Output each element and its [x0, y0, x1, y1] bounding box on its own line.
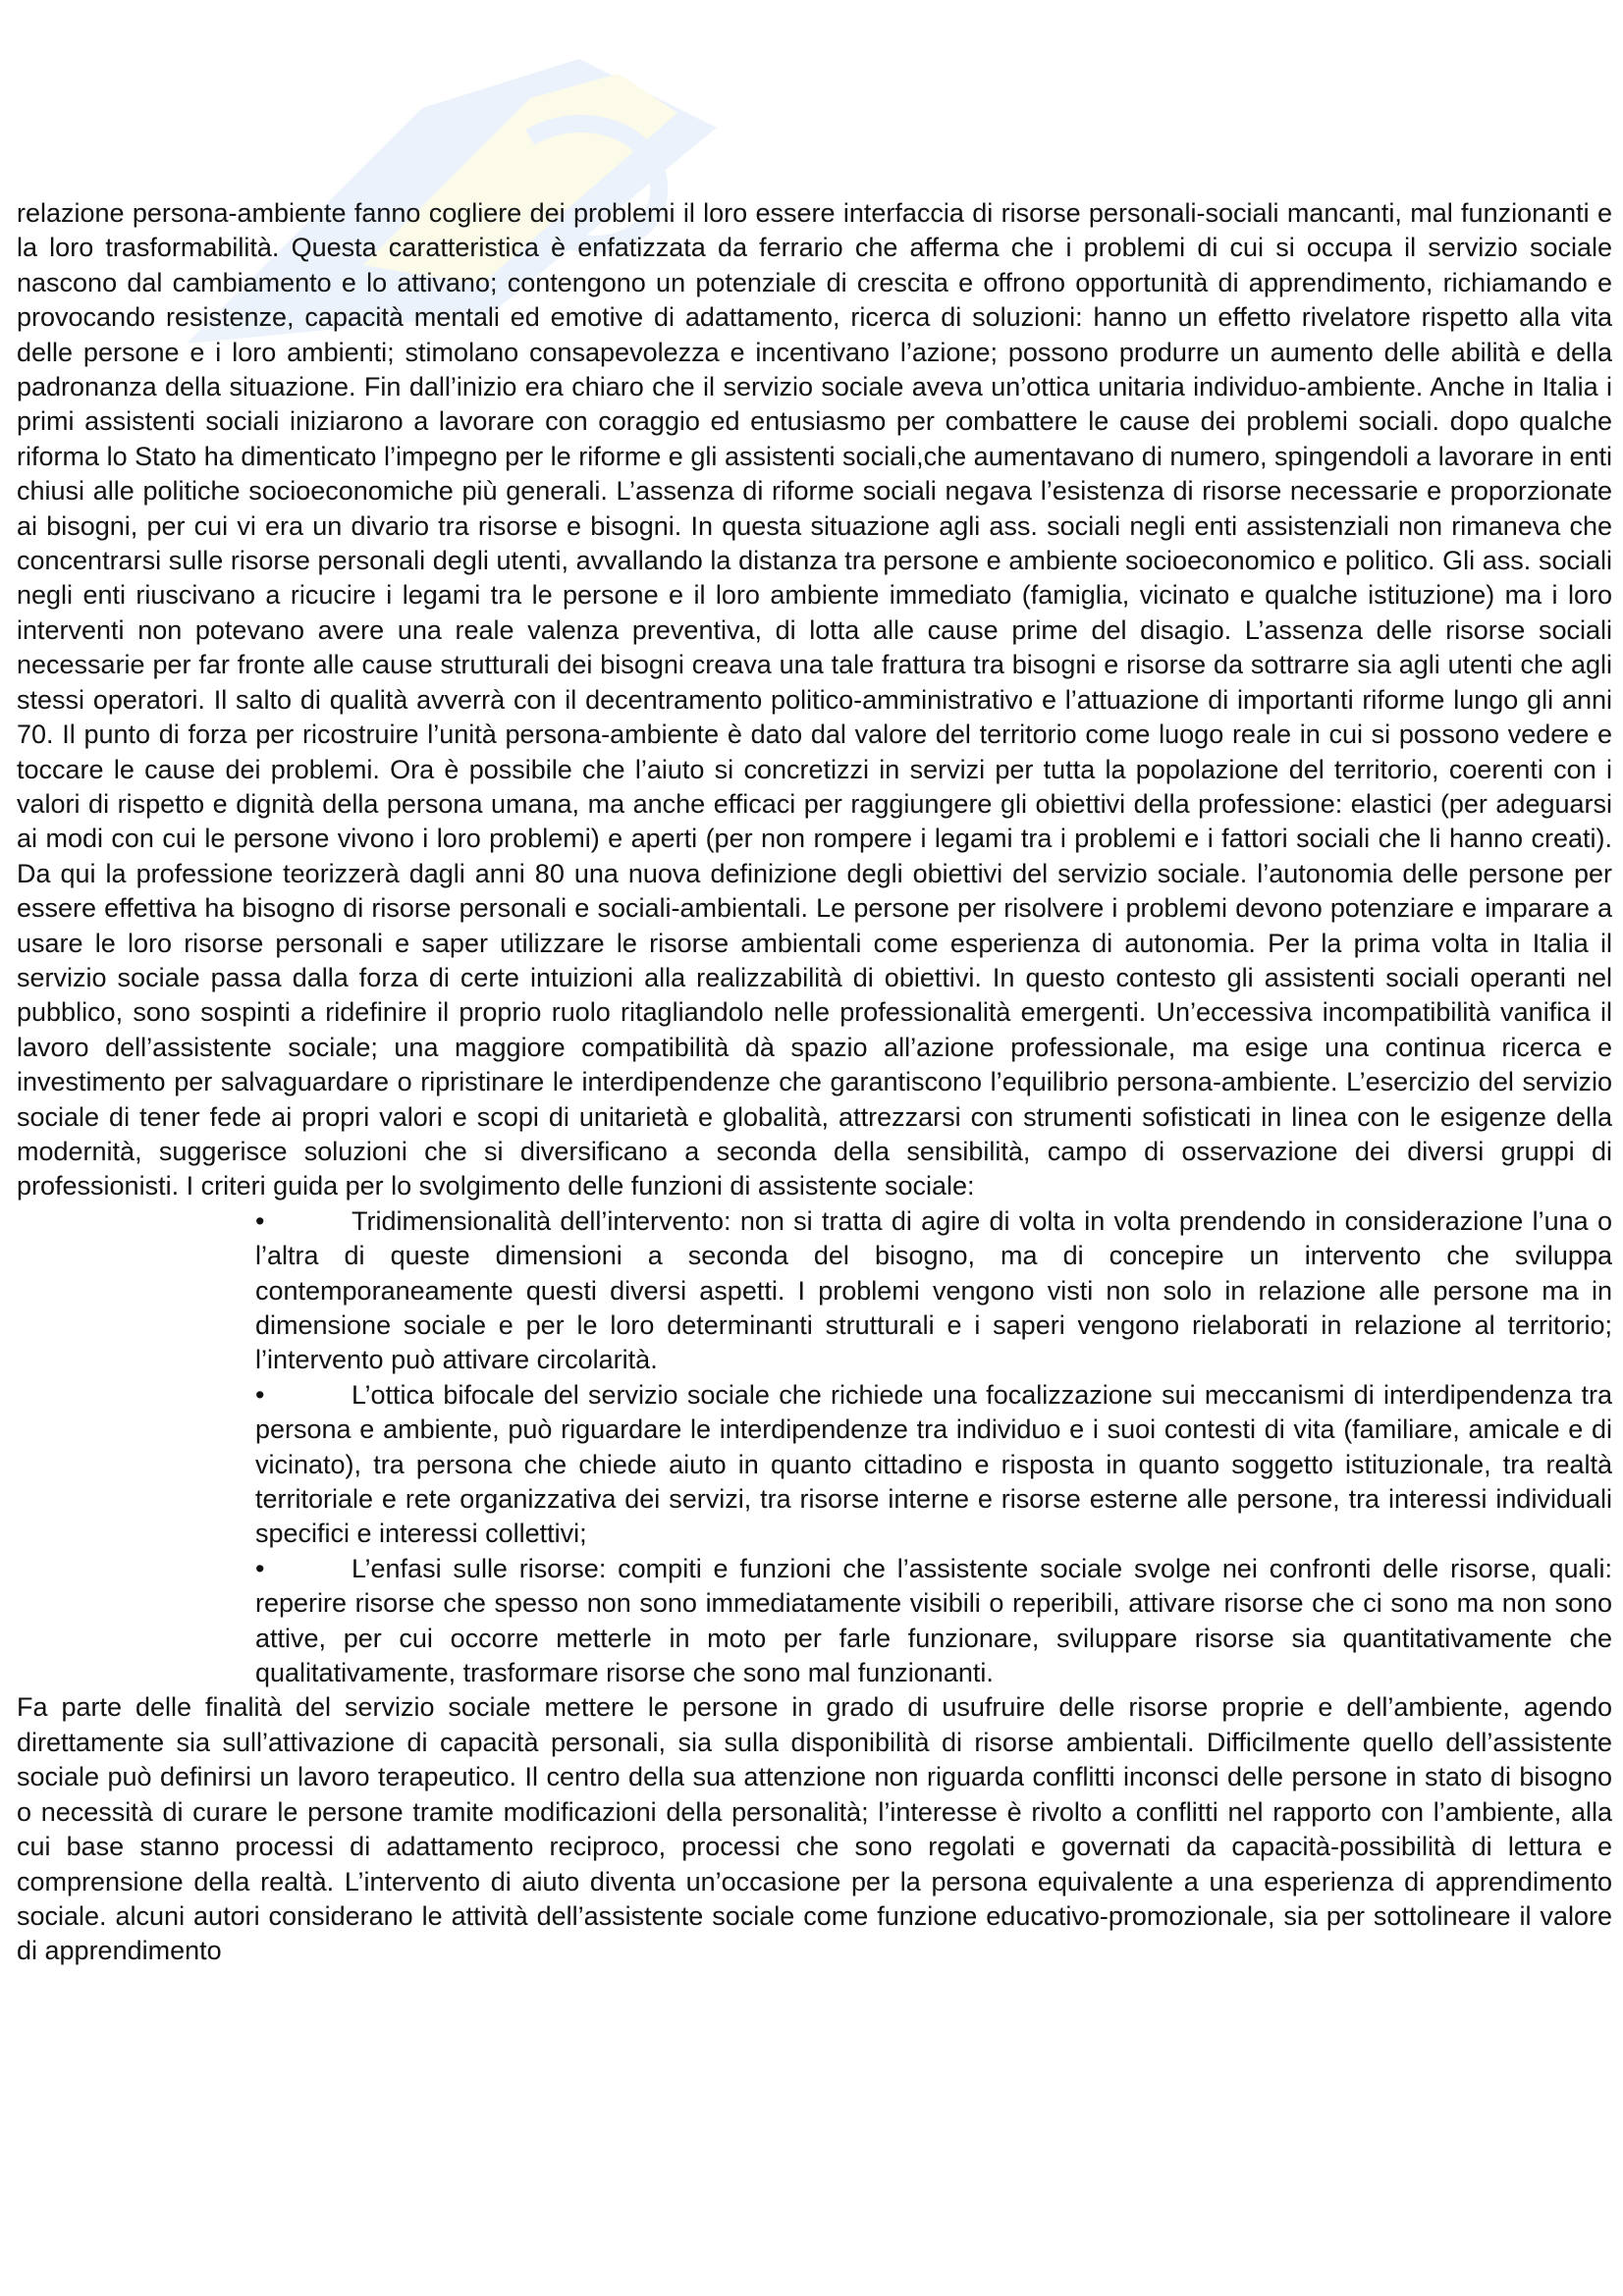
list-item — [255, 1204, 1612, 1378]
document-body — [17, 196, 1612, 1969]
bullet-icon: • — [255, 1379, 265, 1410]
paragraph-2: Fa parte delle finalità del servizio sociale mettere le persone in grado di usufruire delle risorse proprie e dell’ambiente, agendo direttamente sia sull’attivazione di capacità personali, sia sulla disponibilità di risorse ambientali. Difficilmente quello dell’assistente sociale può definirsi un lavoro terapeutico. Il centro della sua attenzione non riguarda conflitti inconsci delle persone in stato di bisogno o necessità di curare le persone tramite modificazioni della personalità; l’interesse è rivolto a conflitti nel rapporto con l’ambiente, alla cui base stanno processi di adattamento reciproco, processi che sono regolati e governati da capacità-possibilità di lettura e comprensione della realtà. L’intervento di aiuto diventa un’occasione per la persona equivalente a una esperienza di apprendimento sociale. alcuni autori considerano le attività dell’assistente sociale come funzione educativo-promozionale, sia per sottolineare il valore di apprendimento — [17, 1692, 1612, 1966]
criteria-list — [17, 1204, 1612, 1691]
bullet-icon: • — [255, 1205, 265, 1236]
paragraph-1: relazione persona-ambiente fanno cogliere dei problemi il loro essere interfaccia di risorse personali-sociali mancanti, mal funzionanti e la loro trasformabilità. Questa caratteristica è enfatizzata da ferrario che afferma che i problemi di cui si occupa il servizio sociale nascono dal cambiamento e lo attivano; contengono un potenziale di crescita e offrono opportunità di apprendimento, richiamando e provocando resistenze, capacità mentali ed emotive di adattamento, ricerca di soluzioni: hanno un effetto rivelatore rispetto alla vita delle persone e i loro ambienti; stimolano consapevolezza e incentivano l’azione; possono produrre un aumento delle abilità e della padronanza della situazione. Fin dall’inizio era chiaro che il servizio sociale aveva un’ottica unitaria individuo-ambiente. Anche in Italia i primi assistenti sociali iniziarono a lavorare con coraggio ed entusiasmo per combattere le cause dei problemi sociali. dopo qualche riforma lo Stato ha dimenticato l’impegno per le riforme e gli assistenti sociali,che aumentavano di numero, spingendoli a lavorare in enti chiusi alle politiche socioeconomiche più generali. L’assenza di riforme sociali negava l’esistenza di risorse necessarie e proporzionate ai bisogni, per cui vi era un divario tra risorse e bisogni. In questa situazione agli ass. sociali negli enti assistenziali non rimaneva che concentrarsi sulle risorse personali degli utenti, avvallando la distanza tra persone e ambiente socioeconomico e politico. Gli ass. sociali negli enti riuscivano a ricucire i legami tra le persone e il loro ambiente immediato (famiglia, vicinato e qualche istituzione) ma i loro interventi non potevano avere una reale valenza preventiva, di lotta alle cause prime del disagio. L’assenza delle risorse sociali necessarie per far fronte alle cause strutturali dei bisogni creava una tale frattura tra bisogni e risorse da sottrarre sia agli utenti che agli stessi operatori. Il salto di qualità avverrà con il decentramento politico-amministrativo e l’attuazione di importanti riforme lungo gli anni 70. Il punto di forza per ricostruire l’unità persona-ambiente è dato dal valore del territorio come luogo reale in cui si possono vedere e toccare le cause dei problemi. Ora è possibile che l’aiuto si concretizzi in servizi per tutta la popolazione del territorio, coerenti con i valori di rispetto e dignità della persona umana, ma anche efficaci per raggiungere gli obiettivi della professione: elastici (per adeguarsi ai modi con cui le persone vivono i loro problemi) e aperti (per non rompere i legami tra i problemi e i fattori sociali che li hanno creati). Da qui la professione teorizzerà dagli anni 80 una nuova definizione degli obiettivi del servizio sociale. l’autonomia delle persone per essere effettiva ha bisogno di risorse personali e sociali-ambientali. Le persone per risolvere i problemi devono potenziare e imparare a usare le loro risorse personali e saper utilizzare le risorse ambientali come esperienza di autonomia. Per la prima volta in Italia il servizio sociale passa dalla forza di certe intuizioni alla realizzabilità di obiettivi. In questo contesto gli assistenti sociali operanti nel pubblico, sono sospinti a ridefinire il proprio ruolo ritagliandolo nelle professionalità emergenti. Un’eccessiva incompatibilità vanifica il lavoro dell’assistente sociale; una maggiore compatibilità dà spazio all’azione professionale, ma esige una continua ricerca e investimento per salvaguardare o ripristinare le interdipendenze che garantiscono l’equilibrio persona-ambiente. L’esercizio del servizio sociale di tener fede ai propri valori e scopi di unitarietà e globalità, attrezzarsi con strumenti sofisticati in linea con le esigenze della modernità, suggerisce soluzioni che si diversificano a seconda della sensibilità, campo di osservazione dei diversi gruppi di professionisti. I criteri guida per lo svolgimento delle funzioni di assistente sociale: — [17, 198, 1612, 1201]
list-item-text: L’enfasi sulle risorse: compiti e funzioni che l’assistente sociale svolge nei confronti delle risorse, quali: reperire risorse che spesso non sono immediatamente visibili o reperibili, attivare risorse che ci sono ma non sono attive, per cui occorre metterle in moto per farle funzionare, sviluppare risorse sia quantitativamente che qualitativamente, trasformare risorse che sono mal funzionanti. — [255, 1553, 1612, 1688]
list-item — [255, 1378, 1612, 1552]
list-item-text: L’ottica bifocale del servizio sociale che richiede una focalizzazione sui meccanismi di interdipendenza tra persona e ambiente, può riguardare le interdipendenze tra individuo e i suoi contesti di vita (familiare, amicale e di vicinato), tra persona che chiede aiuto in quanto cittadino e risposta in quanto soggetto istituzionale, tra realtà territoriale e rete organizzativa dei servizi, tra risorse interne e risorse esterne alle persone, tra interessi individuali specifici e interessi collettivi; — [255, 1379, 1612, 1549]
bullet-icon: • — [255, 1553, 265, 1583]
list-item-text: Tridimensionalità dell’intervento: non si tratta di agire di volta in volta prendendo in considerazione l’una o l’altra di queste dimensioni a seconda del bisogno, ma di concepire un intervento che sviluppa contemporaneamente questi diversi aspetti. I problemi vengono visti non solo in relazione alle persone ma in dimensione sociale e per le loro determinanti strutturali e i saperi vengono rielaborati in relazione al territorio; l’intervento può attivare circolarità. — [255, 1205, 1612, 1375]
list-item — [255, 1552, 1612, 1691]
